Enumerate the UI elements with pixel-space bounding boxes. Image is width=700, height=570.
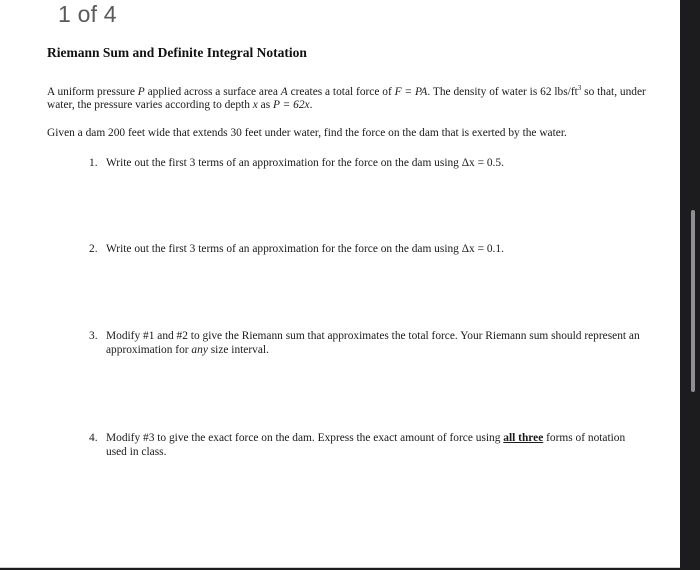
question-number: 4. [89, 432, 98, 444]
question-number: 1. [89, 157, 98, 169]
question-text: Write out the first 3 terms of an approximation for the force on the dam using Δx = 0.1. [106, 243, 504, 255]
question-number: 3. [89, 330, 98, 342]
document-page [0, 38, 680, 568]
question-text: Modify #3 to give the exact force on the dam. Express the exact amount of force using all three forms of notation used in class. [106, 432, 626, 458]
given-paragraph: Given a dam 200 feet wide that extends 30 feet under water, find the force on the dam that is exerted by the water. [47, 127, 567, 139]
document-title: Riemann Sum and Definite Integral Notation [47, 45, 307, 60]
intro-paragraph: A uniform pressure P applied across a surface area A creates a total force of F = PA. The density of water is 62 lbs/$ft^3$ so that, under water, the pressure varies according to depth x as P = 62x. [47, 84, 646, 111]
question-text: Write out the first 3 terms of an approximation for the force on the dam using Δx = 0.5. [106, 157, 504, 169]
page-counter: 1 of 4 [58, 1, 117, 27]
viewer-background [680, 0, 700, 570]
question-text: Modify #1 and #2 to give the Riemann sum that approximates the total force. Your Riemann sum should represent an approximation for any size interval. [106, 330, 640, 356]
viewer-header [0, 0, 700, 38]
vertical-scrollbar[interactable] [691, 210, 695, 392]
question-number: 2. [89, 243, 98, 255]
